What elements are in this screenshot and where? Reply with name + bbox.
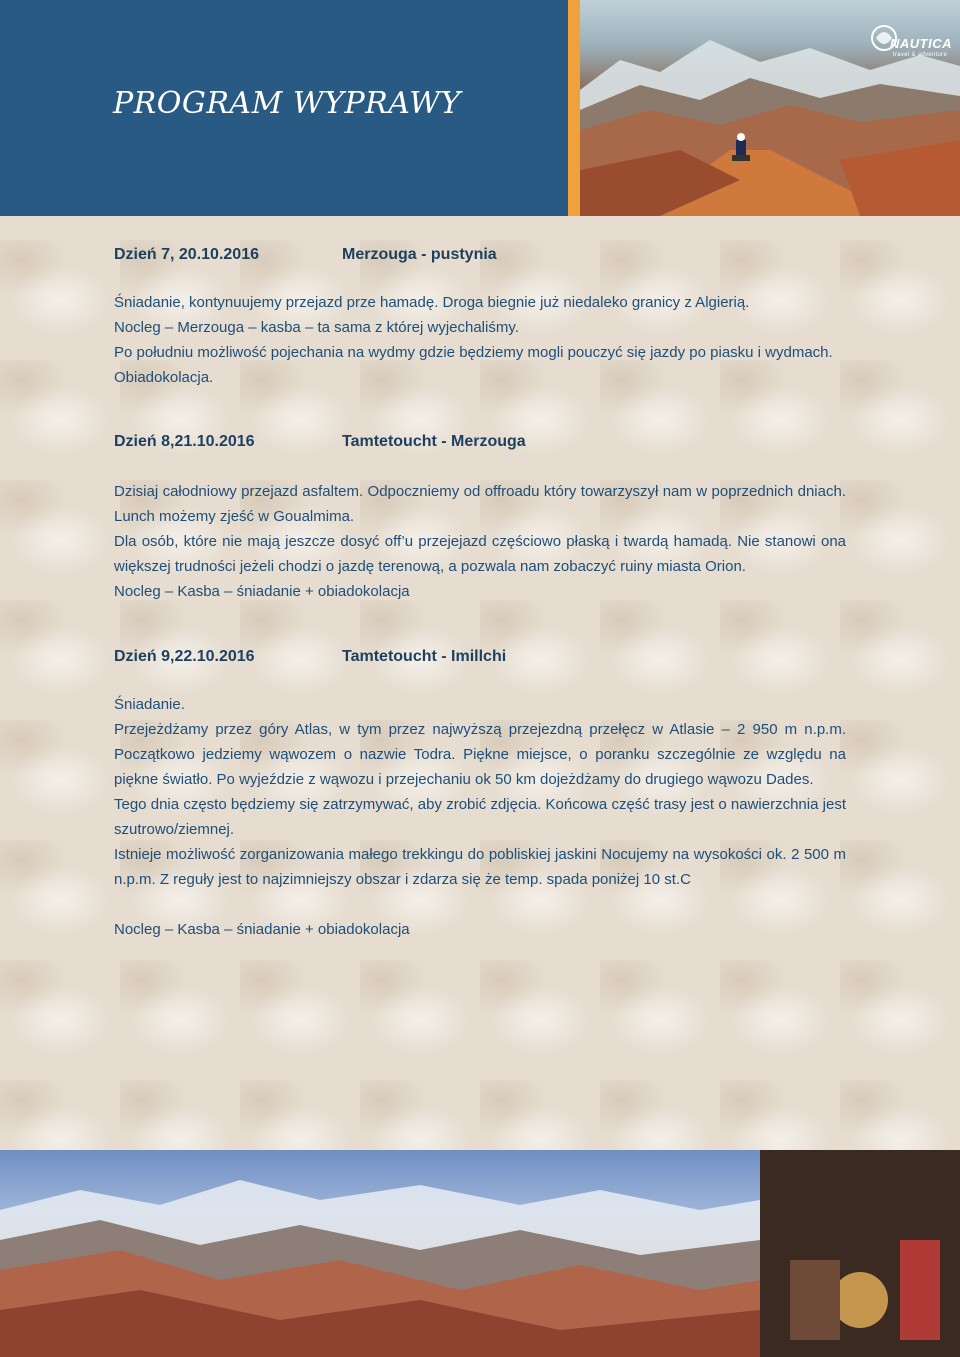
day-paragraph: Istnieje możliwość zorganizowania małego trekkingu do pobliskiej jaskini Nocujemy na wysokości ok. 2 500 m n.p.m. Z reguły jest to najzimniejszy obszar i zdarza się że temp. spada poniżej 10 st.C	[114, 846, 846, 888]
day-paragraph: Po południu możliwość pojechania na wydmy gdzie będziemy mogli pouczyć się jazdy po piasku i wydmach.	[114, 344, 833, 361]
day-paragraph: Dla osób, które nie mają jeszcze dosyć off’u przejejazd częściowo płaską i twardą hamadą. Nie stanowi ona większej trudności jeżeli chodzi o jazdę terenową, a pozwala nam zobaczyć ruiny miasta Orion.	[114, 533, 846, 575]
day-paragraph: Śniadanie, kontynuujemy przejazd prze hamadę. Droga biegnie już niedaleko granicy z Algierią.	[114, 294, 750, 311]
itinerary-content	[114, 246, 846, 942]
day-paragraph: Dzisiaj całodniowy przejazd asfaltem. Odpoczniemy od offroadu który towarzyszył nam w poprzednich dniach. Lunch możemy zjeść w Goualmima.	[114, 483, 846, 525]
day-section-9	[114, 648, 846, 942]
day-paragraph: Przejeżdżamy przez góry Atlas, w tym przez najwyższą przejezdną przełęcz w Atlasie – 2 950 m n.p.m. Początkowo jedziemy wąwozem o nazwie Todra. Piękne miejsce, o poranku szczególnie ze względu na piękne światło. Po wyjeździe z wąwozu i przejechaniu ok 50 km dojeżdżamy do drugiego wąwozu Dades.	[114, 721, 846, 788]
footer-photo-atlas-panorama	[0, 1150, 960, 1357]
day-paragraph: Nocleg – Kasba – śniadanie + obiadokolacja	[114, 583, 410, 600]
day-paragraph: Tego dnia często będziemy się zatrzymywać, aby zrobić zdjęcia. Końcowa część trasy jest o nawierzchnia jest szutrowo/ziemnej.	[114, 796, 846, 838]
day-section-7	[114, 246, 846, 390]
page-title: PROGRAM WYPRAWY	[113, 86, 461, 121]
day-paragraph: Śniadanie.	[114, 696, 185, 713]
logo-tagline: travel & adventure	[893, 52, 948, 58]
day-heading	[114, 648, 846, 666]
day-section-8	[114, 433, 846, 604]
day-date: Dzień 9,22.10.2016	[114, 648, 255, 665]
day-paragraph: Nocleg – Merzouga – kasba – ta sama z której wyjechaliśmy.	[114, 319, 519, 336]
day-route: Tamtetoucht - Merzouga	[342, 433, 526, 450]
day-date: Dzień 8,21.10.2016	[114, 433, 255, 450]
day-route: Merzouga - pustynia	[342, 246, 497, 263]
day-heading	[114, 433, 846, 451]
day-heading	[114, 246, 846, 264]
day-date: Dzień 7, 20.10.2016	[114, 246, 259, 263]
logo-text: NAUTICA	[890, 36, 952, 51]
day-route: Tamtetoucht - Imillchi	[342, 648, 507, 665]
day-closing: Nocleg – Kasba – śniadanie + obiadokolacja	[114, 921, 410, 938]
header-accent-stripe	[568, 0, 580, 216]
day-paragraph: Obiadokolacja.	[114, 369, 214, 386]
